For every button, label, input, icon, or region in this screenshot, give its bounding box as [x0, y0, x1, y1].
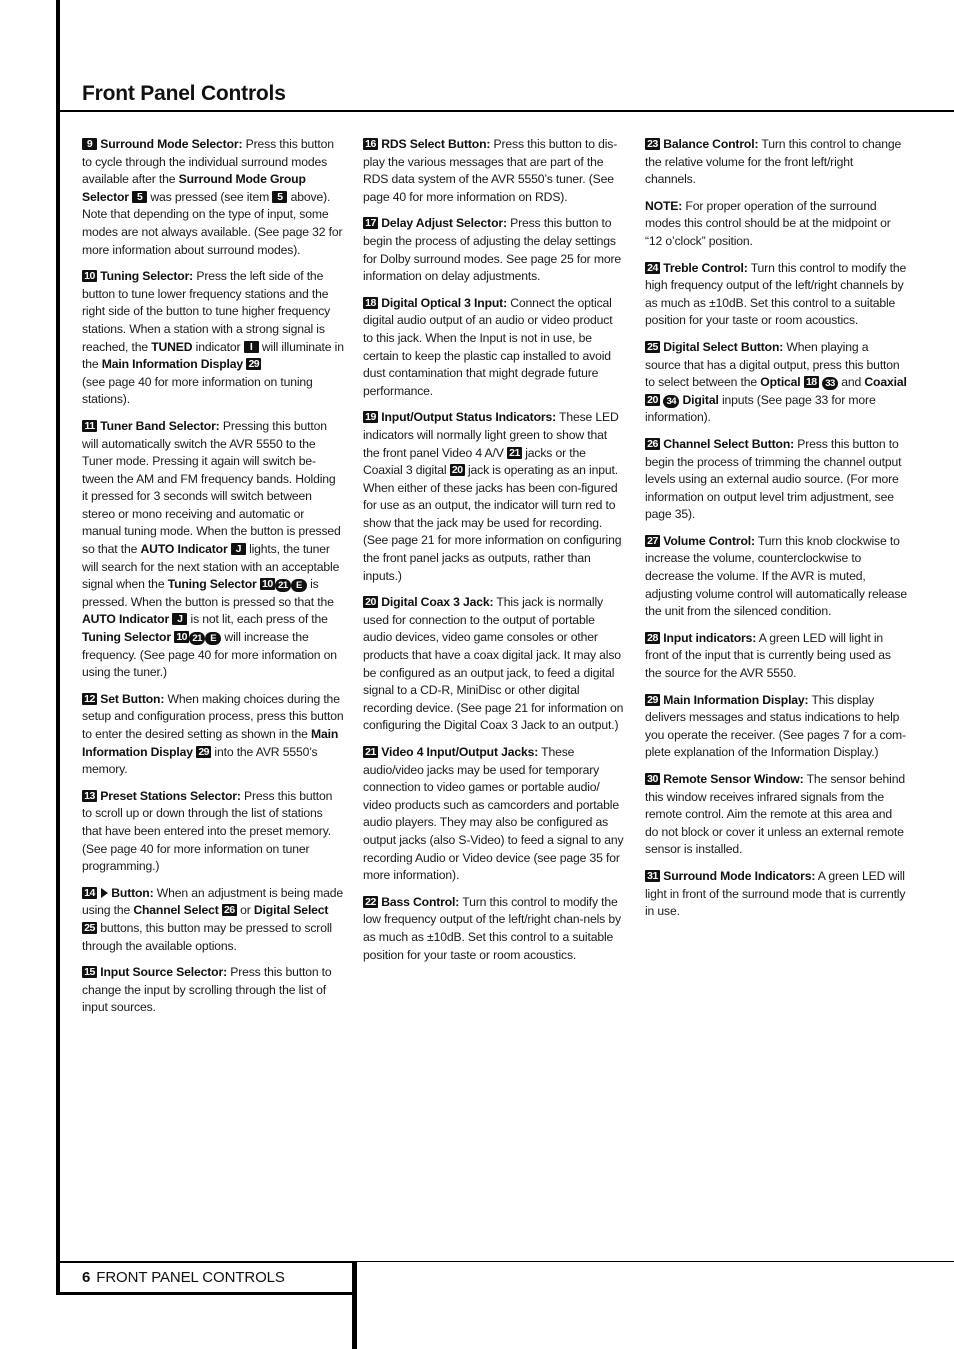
item-15: 15 Input Source Selector: Press this button to change the input by scrolling through the list of input sources.: [82, 965, 332, 1015]
item-28: 28 Input indicators: A green LED will light in front of the input that is currently being used as the source for the AVR 5550.: [645, 630, 891, 681]
footer-rule: [56, 1261, 356, 1263]
page-title: Front Panel Controls: [82, 82, 286, 105]
item-25: 25 Digital Select Button: When playing a source that has a digital output, press this button to select between the Optical 18 33 and Coaxial 20 34 Digital inputs (See page 33 for more information).: [645, 339, 907, 425]
item-29: 29 Main Information Display: This display delivers messages and status indications to help you operate the receiver. (See pages 7 for a com-plete explanation of the Information Display.): [645, 692, 906, 760]
column-1: [82, 136, 344, 1026]
page-number: 6: [82, 1269, 91, 1286]
footer: [82, 1269, 285, 1286]
item-20: 20 Digital Coax 3 Jack: This jack is normally used for connection to the output of portable audio devices, video game consoles or other products that have a coax digital jack. It may also be configured as an output jack, to feed a digital signal to a CD-R, MiniDisc or other digital recording device. (See page 21 for information on configuring the Digital Coax 3 Jack to an output.): [363, 595, 624, 733]
footer-vertical-bar: [352, 1261, 357, 1349]
footer-bottom-rule: [56, 1292, 356, 1295]
item-13: 13 Preset Stations Selector: Press this button to scroll up or down through the list of stations that have been entered into the preset memory. (See page 40 for more information on tuner programming.): [82, 788, 333, 874]
item-26: 26 Channel Select Button: Press this button to begin the process of trimming the channel output levels using an external audio source. (For more information on output level trim adjustment, see page 35).: [645, 436, 902, 522]
item-16: 16 RDS Select Button: Press this button to dis-play the various messages that are part of the RDS data system of the AVR 5550’s tuner. (See page 40 for more information on RDS).: [363, 137, 618, 204]
item-31: 31 Surround Mode Indicators: A green LED will light in front of the surround mode that is currently in use.: [645, 868, 906, 919]
item-12: 12 Set Button: When making choices during the setup and configuration process, press this button to enter the desired setting as shown in the Main Information Display 29 into the AVR 5550’s memory.: [82, 691, 344, 777]
item-11: 11 Tuner Band Selector: Pressing this button will automatically switch the AVR 5550 to the Tuner mode. Pressing it again will switch be-tween the AM and FM frequency bands. Holding it pressed for 3 seconds will switch between stereo or mono receiving and automatic or manual tuning mode. When the button is pressed so that the AUTO Indicator J lights, the tuner will search for the next station with an acceptable signal when the Tuning Selector 10 21 E is pressed. When the button is pressed so that the AUTO Indicator J is not lit, each press of the Tuning Selector 10 21 E will increase the frequency. (See page 40 for more information on using the tuner.): [82, 418, 341, 680]
column-2: [363, 136, 625, 973]
item-9: 9 Surround Mode Selector: Press this button to cycle through the individual surround modes available after the Surround Mode Group Selector 5 was pressed (see item 5 above). Note that depending on the type of input, some modes are not always available. (See page 32 for more information about surround modes).: [82, 137, 343, 257]
item-10: 10 Tuning Selector: Press the left side of the button to tune lower frequency stations and the right side of the button to tune higher frequency stations. When a station with a strong signal is reached, the TUNED indicator I will illuminate in the Main Information Display 29 (see page 40 for more information on tuning stations).: [82, 269, 344, 407]
footer-rule-right: [356, 1261, 954, 1262]
header-rule: [56, 110, 954, 112]
note: NOTE: For proper operation of the surround modes this control should be at the midpoint or “12 o’clock” position.: [645, 198, 891, 248]
item-17: 17 Delay Adjust Selector: Press this button to begin the process of adjusting the delay settings for Dolby surround modes. See page 25 for more information on delay adjustments.: [363, 216, 621, 284]
footer-section: FRONT PANEL CONTROLS: [96, 1269, 285, 1286]
left-margin-bar: [56, 0, 60, 1295]
item-21: 21 Video 4 Input/Output Jacks: These audio/video jacks may be used for temporary connection to video games or portable audio/ video products such as camcorders and portable audio players. They may also be configured as output jacks (also S-Video) to feed a signal to any recording Audio or Video device (see page 35 for more information).: [363, 745, 624, 883]
item-22: 22 Bass Control: Turn this control to modify the low frequency output of the left/right chan-nels by as much as ±10dB. Set this control to a suitable position for your taste or room acoustics.: [363, 894, 621, 962]
right-arrow-icon: [101, 888, 108, 898]
item-30: 30 Remote Sensor Window: The sensor behind this window receives infrared signals from the remote control. Aim the remote at this area and do not block or cover it unless an external remote sensor is installed.: [645, 772, 905, 857]
item-23: 23 Balance Control: Turn this control to change the relative volume for the front left/right channels.: [645, 137, 902, 187]
item-19: 19 Input/Output Status Indicators: These LED indicators will normally light green to show that the front panel Video 4 A/V 21 jacks or the Coaxial 3 digital 20 jack is operating as an input. When either of these jacks has been con-figured for use as an output, the indicator will turn red to show that the jack may be used for recording. (See page 21 for more information on configuring the front panel jacks as outputs, rather than inputs.): [363, 410, 622, 583]
column-3: [645, 136, 907, 930]
item-24: 24 Treble Control: Turn this control to modify the high frequency output of the left/right channels by as much as ±10dB. Set this control to a suitable position for your taste or room acoustics.: [645, 260, 907, 328]
item-18: 18 Digital Optical 3 Input: Connect the optical digital audio output of an audio or video product to this jack. When the Input is not in use, be certain to keep the plastic cap installed to avoid dust contamination that might degrade future performance.: [363, 295, 613, 398]
item-14: 14 Button: When an adjustment is being made using the Channel Select 26 or Digital Select 25 buttons, this button may be pressed to scroll through the available options.: [82, 885, 344, 953]
item-27: 27 Volume Control: Turn this knob clockwise to increase the volume, counterclockwise to decrease the volume. If the AVR is muted, adjusting volume control will automatically release the unit from the silenced condition.: [645, 533, 907, 619]
